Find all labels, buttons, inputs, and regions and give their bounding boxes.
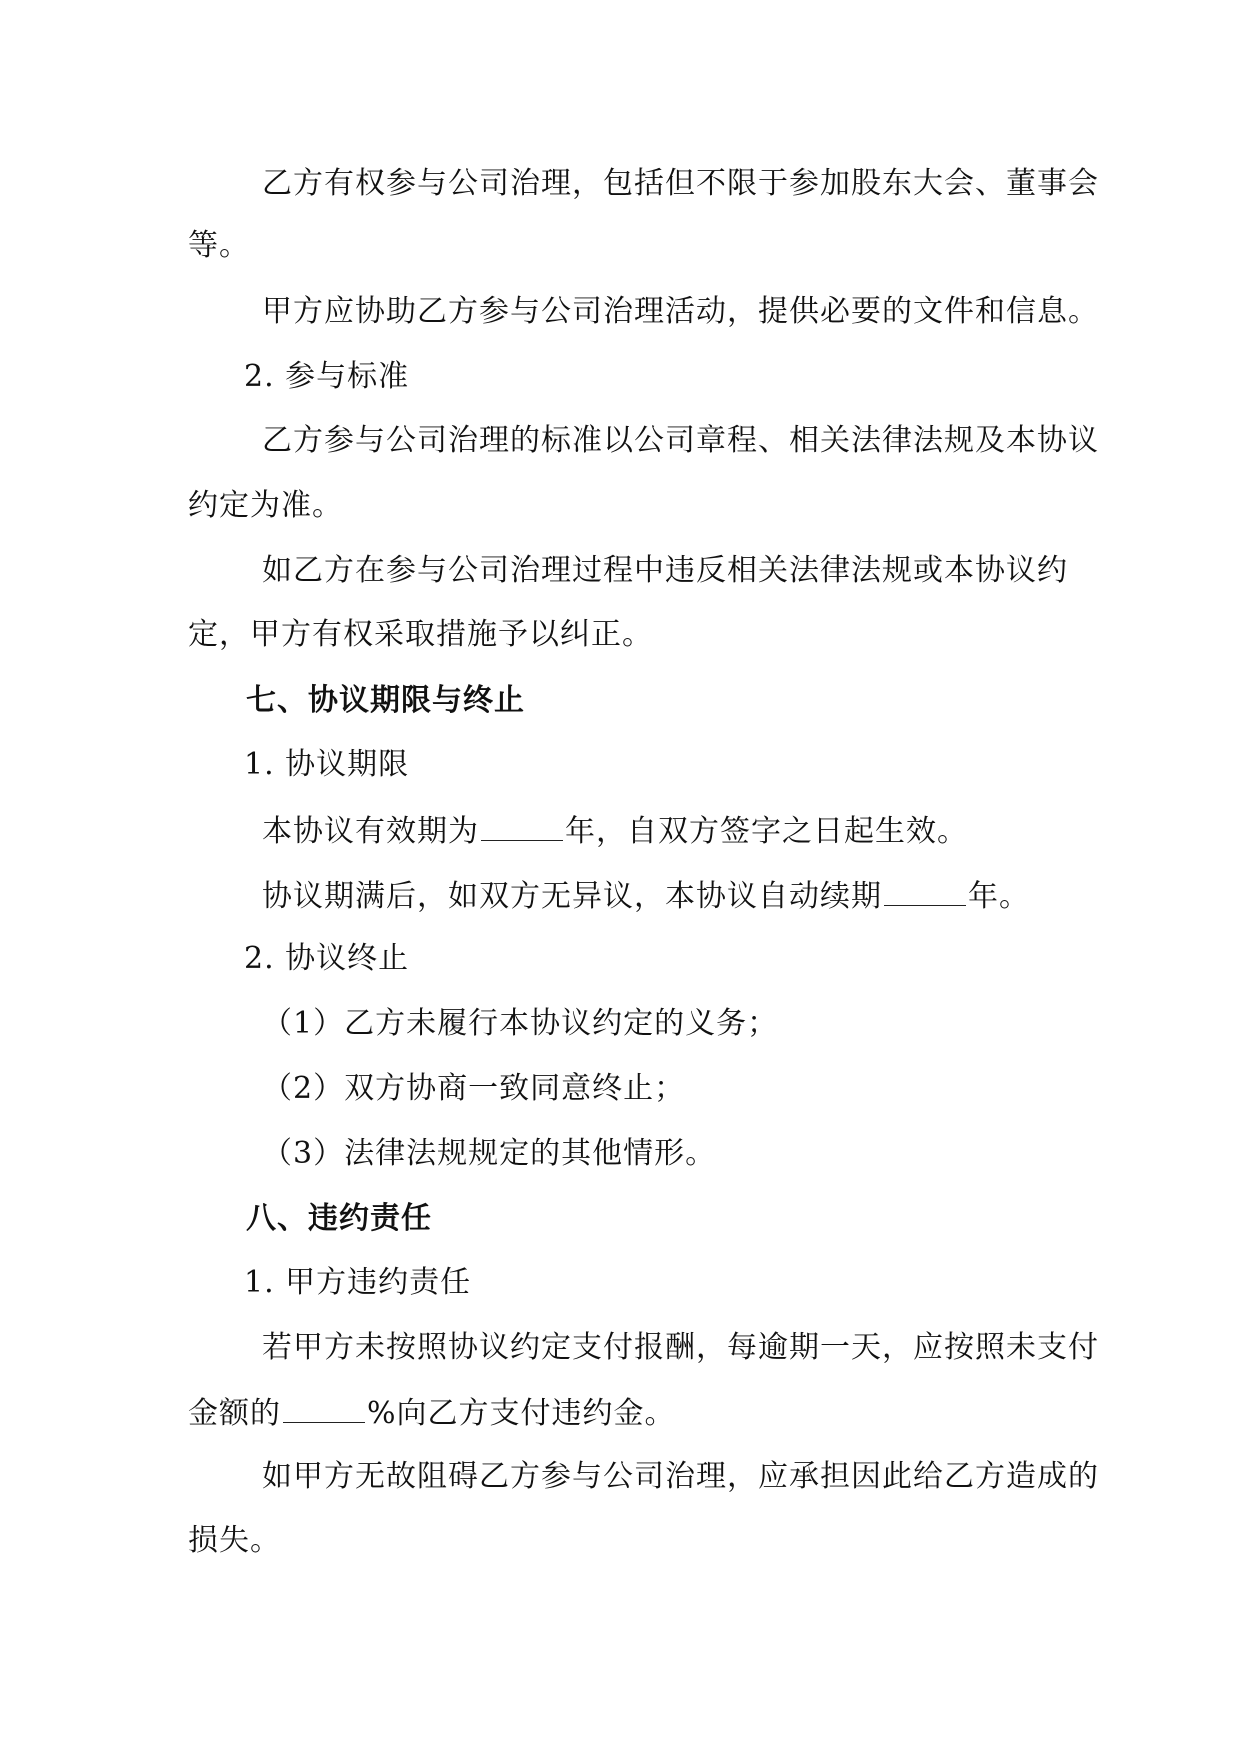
paragraph-line: 乙方参与公司治理的标准以公司章程、相关法律法规及本协议	[262, 423, 1099, 458]
paragraph-line: 损失。	[188, 1523, 281, 1558]
paragraph-line: 乙方有权参与公司治理，包括但不限于参加股东大会、董事会	[262, 166, 1099, 201]
paragraph-line	[262, 875, 1142, 917]
paragraph-line: 等。	[188, 228, 250, 263]
clause-number: 1. 协议期限	[244, 747, 410, 782]
text-segment: 年，自双方签字之日起生效。	[565, 814, 968, 849]
text-segment: 协议期满后，如双方无异议，本协议自动续期	[262, 879, 882, 914]
clause-number: 2. 参与标准	[244, 359, 410, 394]
list-item: （2）双方协商一致同意终止；	[262, 1071, 686, 1106]
fill-in-blank	[884, 875, 966, 906]
paragraph-line: 定，甲方有权采取措施予以纠正。	[188, 617, 653, 652]
paragraph-line	[262, 810, 1142, 852]
section-heading: 八、违约责任	[246, 1201, 432, 1236]
paragraph-line: 约定为准。	[188, 488, 343, 523]
clause-number: 2. 协议终止	[244, 941, 410, 976]
text-segment: 年。	[968, 879, 1030, 914]
paragraph-line: 如甲方无故阻碍乙方参与公司治理，应承担因此给乙方造成的	[262, 1459, 1099, 1494]
fill-in-blank	[283, 1392, 365, 1423]
paragraph-line: 甲方应协助乙方参与公司治理活动，提供必要的文件和信息。	[262, 294, 1099, 329]
paragraph-line	[188, 1392, 1068, 1434]
section-heading: 七、协议期限与终止	[246, 683, 525, 718]
text-segment: 本协议有效期为	[262, 814, 479, 849]
paragraph-line: 如乙方在参与公司治理过程中违反相关法律法规或本协议约	[262, 553, 1068, 588]
list-item: （1）乙方未履行本协议约定的义务；	[262, 1006, 779, 1041]
text-segment: 金额的	[188, 1396, 281, 1431]
text-segment: %向乙方支付违约金。	[367, 1396, 676, 1431]
clause-number: 1. 甲方违约责任	[244, 1265, 472, 1300]
paragraph-line: 若甲方未按照协议约定支付报酬，每逾期一天，应按照未支付	[262, 1330, 1099, 1365]
fill-in-blank	[481, 810, 563, 841]
list-item: （3）法律法规规定的其他情形。	[262, 1136, 717, 1171]
